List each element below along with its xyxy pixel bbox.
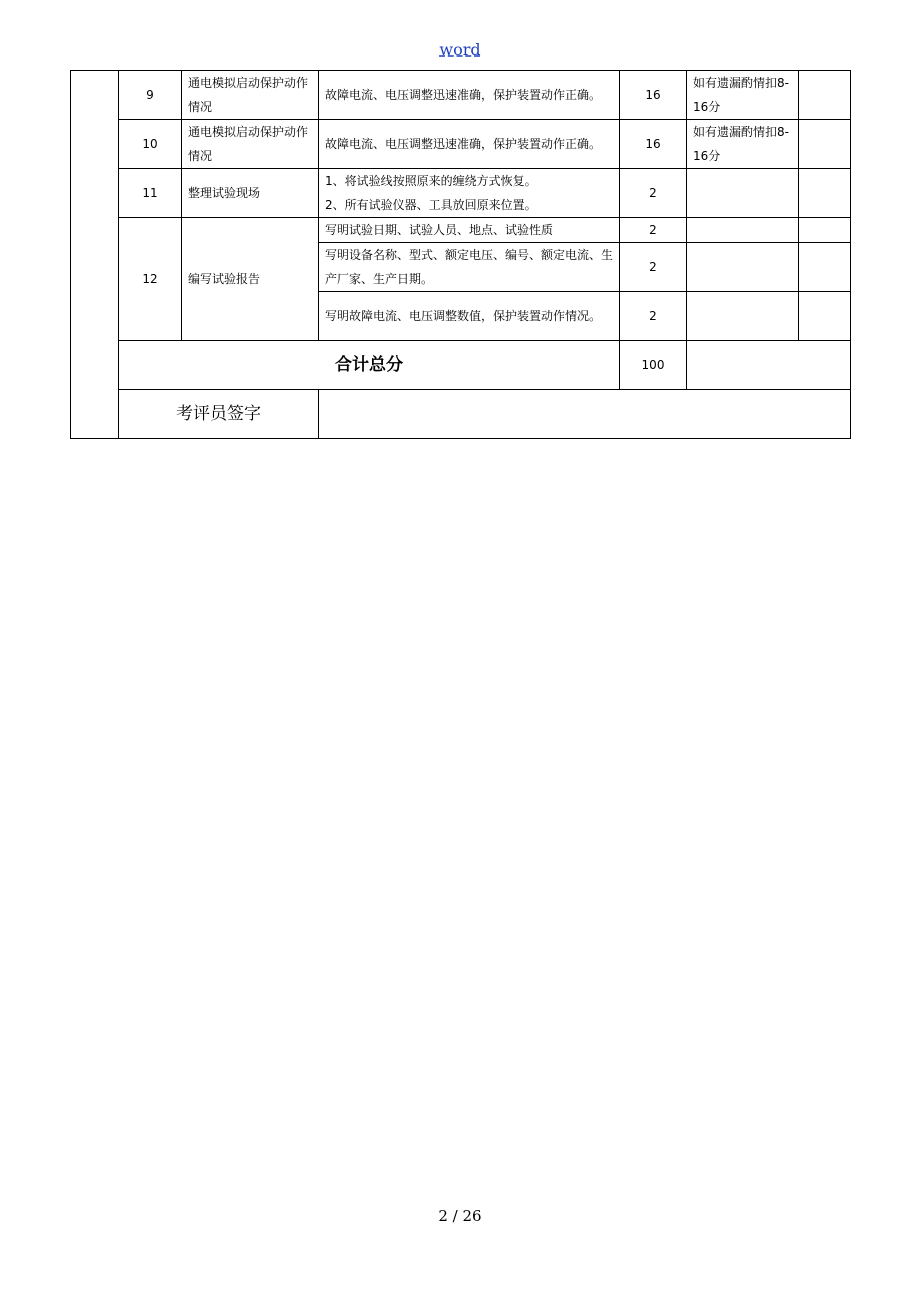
total-row <box>71 341 851 390</box>
row-number: 10 <box>119 120 182 169</box>
requirement-text: 写明设备名称、型式、额定电压、编号、额定电流、生产厂家、生产日期。 <box>319 243 620 292</box>
page-number: 2 / 26 <box>438 1207 482 1225</box>
signature-row <box>71 390 851 439</box>
remark-cell <box>799 243 851 292</box>
deduction-text: 如有遗漏酌情扣8-16分 <box>687 120 799 169</box>
score-value: 16 <box>620 120 687 169</box>
total-remark-cell <box>687 341 851 390</box>
score-value: 2 <box>620 169 687 218</box>
remark-cell <box>799 71 851 120</box>
signature-field[interactable] <box>319 390 851 439</box>
remark-cell <box>799 292 851 341</box>
deduction-text <box>687 292 799 341</box>
total-value: 100 <box>620 341 687 390</box>
deduction-text <box>687 169 799 218</box>
item-name: 整理试验现场 <box>182 169 319 218</box>
category-cell <box>71 71 119 439</box>
requirement-text: 故障电流、电压调整迅速准确，保护装置动作正确。 <box>319 120 620 169</box>
deduction-text: 如有遗漏酌情扣8-16分 <box>687 71 799 120</box>
requirement-text: 写明试验日期、试验人员、地点、试验性质 <box>319 218 620 243</box>
item-name: 通电模拟启动保护动作情况 <box>182 120 319 169</box>
score-value: 2 <box>620 292 687 341</box>
table-row <box>71 169 851 218</box>
row-number: 9 <box>119 71 182 120</box>
score-value: 2 <box>620 218 687 243</box>
requirement-line: 1、将试验线按照原来的缠绕方式恢复。 <box>325 174 537 188</box>
deduction-text <box>687 218 799 243</box>
table-row <box>71 120 851 169</box>
table-row <box>71 71 851 120</box>
requirement-line: 2、所有试验仪器、工具放回原来位置。 <box>325 198 537 212</box>
remark-cell <box>799 120 851 169</box>
item-name: 编写试验报告 <box>182 218 319 341</box>
header-word-link[interactable]: word <box>439 40 481 59</box>
deduction-text <box>687 243 799 292</box>
item-name: 通电模拟启动保护动作情况 <box>182 71 319 120</box>
remark-cell <box>799 169 851 218</box>
row-number: 11 <box>119 169 182 218</box>
score-value: 16 <box>620 71 687 120</box>
table-row <box>71 218 851 243</box>
total-label: 合计总分 <box>119 341 620 390</box>
score-table <box>70 70 851 439</box>
score-value: 2 <box>620 243 687 292</box>
signature-label: 考评员签字 <box>119 390 319 439</box>
remark-cell <box>799 218 851 243</box>
requirement-text: 写明故障电流、电压调整数值，保护装置动作情况。 <box>319 292 620 341</box>
row-number: 12 <box>119 218 182 341</box>
requirement-text: 故障电流、电压调整迅速准确，保护装置动作正确。 <box>319 71 620 120</box>
requirement-text <box>319 169 620 218</box>
